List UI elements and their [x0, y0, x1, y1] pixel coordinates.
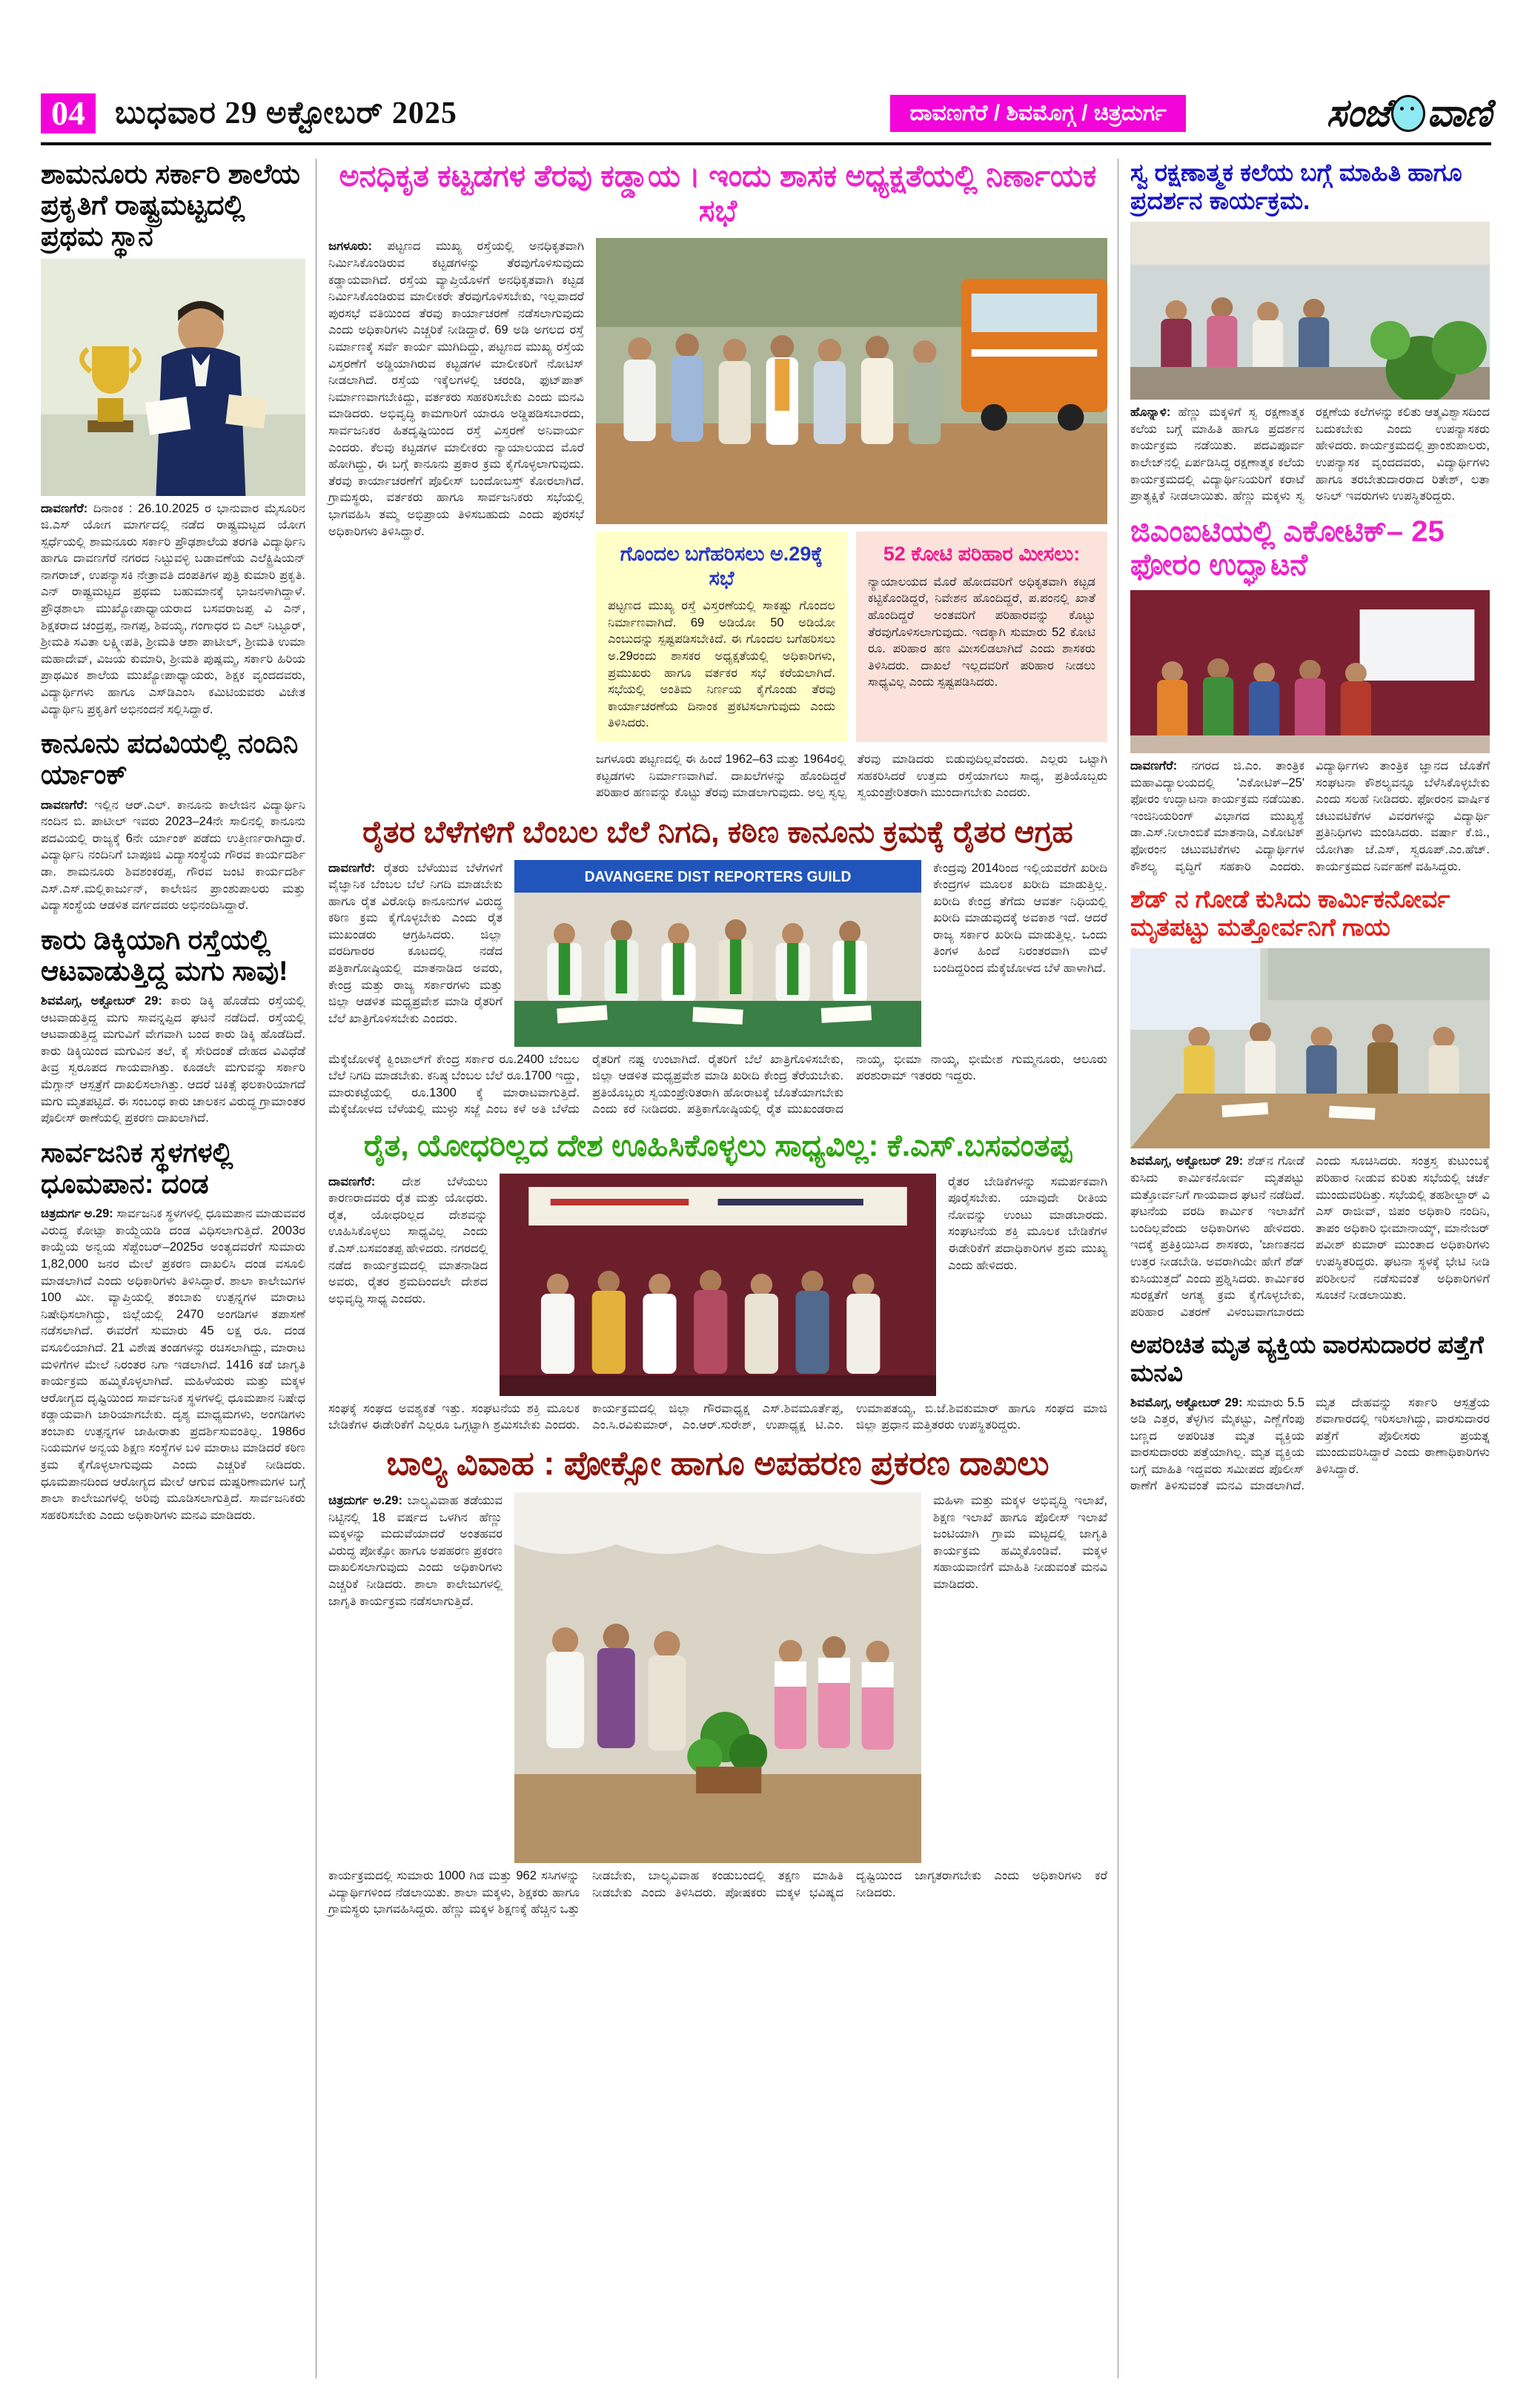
box-title: 52 ಕೋಟಿ ಪರಿಹಾರ ಮೀಸಲು:: [883, 543, 1081, 566]
article-body: ಸಂಘಕ್ಕೆ ಸಂಘದ ಅವಶ್ಯಕತೆ ಇತ್ತು. ಸಂಘಟನೆಯ ಶಕ್ತಿ ಮೂಲಕ ಬೇಡಿಕೆಗಳ ಈಡೇರಿಕೆಗೆ ಎಲ್ಲರೂ ಒಗ್ಗಟ್ಟಾಗಿ ಶ್ರಮಿಸಬೇಕು ಎಂದರು. ಕಾರ್ಯಕ್ರಮದಲ್ಲಿ ಜಿಲ್ಲಾ ಗೌರವಾಧ್ಯಕ್ಷ ಎಸ್.ಶಿವಮೂರ್ತೆಪ್ಪ, ಎಂ.ಸಿ.ರವಿಕುಮಾರ್, ಎಂ.ಆರ್.ಸುರೇಶ್, ಉಪಾಧ್ಯಕ್ಷ ಟಿ.ಎಂ. ಉಮಾಪತಯ್ಯ, ಬಿ.ಜೆ.ಶಿವಕುಮಾರ್ ಹಾಗೂ ಸಂಘದ ಮಾಜಿ ಜಿಲ್ಲಾ ಪ್ರಧಾನ ಮತ್ತಿತರರು ಉಪಸ್ಥಿತರಿದ್ದರು.: [328, 1401, 1107, 1432]
article-photo: [500, 1174, 936, 1396]
masthead-face-icon: [1391, 95, 1425, 132]
article-body: ಶಿವಮೊಗ್ಗ, ಅಕ್ಟೋಬರ್ 29: ಸುಮಾರು 5.5 ಅಡಿ ಎತ್ತರ, ತೆಳ್ಳಗಿನ ಮೈಕಟ್ಟು, ಎಣ್ಣೆಗೆಂಪು ಬಣ್ಣದ ಅಪರಿಚಿತ ಮೃತ ವ್ಯಕ್ತಿಯ ವಾರಸುದಾರರು ಪತ್ತೆಯಾಗಿಲ್ಲ. ಮೃತ ವ್ಯಕ್ತಿಯ ಬಗ್ಗೆ ಮಾಹಿತಿ ಇದ್ದವರು ಸಮೀಪದ ಪೊಲೀಸ್ ಠಾಣೆಗೆ ತಿಳಿಸುವಂತೆ ಮನವಿ ಮಾಡಲಾಗಿದೆ. ಮೃತ ದೇಹವನ್ನು ಸರ್ಕಾರಿ ಆಸ್ಪತ್ರೆಯ ಶವಾಗಾರದಲ್ಲಿ ಇರಿಸಲಾಗಿದ್ದು, ವಾರಸುದಾರರ ಪತ್ತೆಗೆ ಪೊಲೀಸರು ಪ್ರಯತ್ನ ಮುಂದುವರಿಸಿದ್ದಾರೆ ಎಂದು ಠಾಣಾಧಿಕಾರಿಗಳು ತಿಳಿಸಿದ್ದಾರೆ.: [1130, 1395, 1490, 1493]
article-body: ಚಿತ್ರದುರ್ಗ ಅ.29: ಸಾರ್ವಜನಿಕ ಸ್ಥಳಗಳಲ್ಲಿ ಧೂಮಪಾನ ಮಾಡುವವರ ವಿರುದ್ಧ ಕೋಟ್ಪಾ ಕಾಯ್ದೆಯಡಿ ದಂಡ ವಿಧಿಸಲಾಗುತ್ತಿದೆ. 2003ರ ಕಾಯ್ದೆಯ ಅನ್ವಯ ಸೆಪ್ಟೆಂಬರ್–2025ರ ಅಂತ್ಯದವರೆಗೆ ಸುಮಾರು 1,82,000 ಜನರ ಮೇಲೆ ಪ್ರಕರಣ ದಾಖಲಿಸಿ ದಂಡ ವಸೂಲಿ ಮಾಡಲಾಗಿದೆ ಎಂದು ಅಧಿಕಾರಿಗಳು ತಿಳಿಸಿದ್ದಾರೆ. ಶಾಲಾ ಕಾಲೇಜುಗಳ 100 ಮೀ. ವ್ಯಾಪ್ತಿಯಲ್ಲಿ ತಂಬಾಕು ಉತ್ಪನ್ನಗಳ ಮಾರಾಟ ನಿಷೇಧಿಸಲಾಗಿದ್ದು, ಜಿಲ್ಲೆಯಲ್ಲಿ 2470 ಅಂಗಡಿಗಳ ತಪಾಸಣೆ ನಡೆಸಲಾಗಿದೆ. ಈವರೆಗೆ ಸುಮಾರು 45 ಲಕ್ಷ ರೂ. ದಂಡ ವಸೂಲಿಯಾಗಿದೆ. 21 ವಿಶೇಷ ತಂಡಗಳನ್ನು ರಚಿಸಲಾಗಿದ್ದು, ಮಾರಾಟ ಮಳಿಗೆಗಳ ಮೇಲೆ ನಿರಂತರ ನಿಗಾ ಇಡಲಾಗಿದೆ. 1416 ಕಡೆ ಜಾಗೃತಿ ಕಾರ್ಯಕ್ರಮ ಹಮ್ಮಿಕೊಳ್ಳಲಾಗಿದೆ. ಮಹಿಳೆಯರು ಮತ್ತು ಮಕ್ಕಳ ಆರೋಗ್ಯದ ದೃಷ್ಟಿಯಿಂದ ಸಾರ್ವಜನಿಕ ಸ್ಥಳಗಳಲ್ಲಿ ಧೂಮಪಾನ ನಿಷೇಧ ಕಡ್ಡಾಯವಾಗಿ ಜಾರಿಯಾಗಬೇಕು. ದೃಶ್ಯ ಮಾಧ್ಯಮಗಳು, ಅಂಗಡಿಗಳು ತಂಬಾಕು ಉತ್ಪನ್ನಗಳ ಜಾಹೀರಾತು ಪ್ರದರ್ಶಿಸುವಂತಿಲ್ಲ. 1986ರ ನಿಯಮಗಳ ಅನ್ವಯ ಶಿಕ್ಷಣ ಸಂಸ್ಥೆಗಳ ಬಳಿ ಮಾರಾಟ ಮಾಡಿದರೆ ಕಠಿಣ ಕ್ರಮ ಕೈಗೊಳ್ಳಲಾಗುವುದು ಎಂದು ಎಚ್ಚರಿಕೆ ನೀಡಿದರು. ಧೂಮಪಾನದಿಂದ ಆರೋಗ್ಯದ ಮೇಲೆ ಆಗುವ ದುಷ್ಪರಿಣಾಮಗಳ ಬಗ್ಗೆ ಶಾಲಾ ಕಾಲೇಜುಗಳಲ್ಲಿ ಅರಿವು ಮೂಡಿಸಲಾಗುತ್ತಿದೆ. ಸಾರ್ವಜನಿಕರು ಸಹಕರಿಸಬೇಕು ಎಂದು ಅಧಿಕಾರಿಗಳು ಮನವಿ ಮಾಡಿದರು.: [41, 1207, 305, 1522]
header-rule: [41, 142, 1491, 145]
right-column: [1130, 159, 1490, 2378]
article-body: ರೈತರ ಬೇಡಿಕೆಗಳನ್ನು ಸಮರ್ಪಕವಾಗಿ ಪೂರೈಸಬೇಕು. ಯಾವುದೇ ರೀತಿಯ ನೋವನ್ನು ಉಂಟು ಮಾಡಬಾರದು. ಸಂಘಟನೆಯ ಶಕ್ತಿ ಮೂಲಕ ಬೇಡಿಕೆಗಳ ಈಡೇರಿಕೆಗೆ ಪದಾಧಿಕಾರಿಗಳ ಶ್ರಮ ಮುಖ್ಯ ಎಂದು ಹೇಳಿದರು.: [948, 1174, 1107, 1272]
photo-self-defense: [1130, 222, 1490, 400]
article-body: ಚಿತ್ರದುರ್ಗ ಅ.29: ಬಾಲ್ಯವಿವಾಹ ತಡೆಯುವ ನಿಟ್ಟಿನಲ್ಲಿ 18 ವರ್ಷದ ಒಳಗಿನ ಹೆಣ್ಣು ಮಕ್ಕಳನ್ನು ಮದುವೆಯಾದರೆ ಅಂತಹವರ ವಿರುದ್ಧ ಪೋಕ್ಸೋ ಹಾಗೂ ಅಪಹರಣ ಪ್ರಕರಣ ದಾಖಲಿಸಲಾಗುವುದು ಎಂದು ಅಧಿಕಾರಿಗಳು ಎಚ್ಚರಿಕೆ ನೀಡಿದರು. ಶಾಲಾ ಕಾಲೇಜುಗಳಲ್ಲಿ ಜಾಗೃತಿ ಕಾರ್ಯಕ್ರಮ ನಡೆಸಲಾಗುತ್ತಿದೆ.: [328, 1494, 503, 1608]
photo-office-meeting: [1130, 948, 1490, 1148]
lead-article: [328, 238, 1107, 811]
article-photo: [1130, 222, 1490, 400]
photo-reporters-guild: [514, 860, 921, 1047]
article-body: ಕಾರ್ಯಕ್ರಮದಲ್ಲಿ ಸುಮಾರು 1000 ಗಿಡ ಮತ್ತು 962 ಸಸಿಗಳನ್ನು ವಿದ್ಯಾರ್ಥಿಗಳಿಂದ ನೆಡಲಾಯಿತು. ಶಾಲಾ ಮಕ್ಕಳು, ಶಿಕ್ಷಕರು ಹಾಗೂ ಗ್ರಾಮಸ್ಥರು ಭಾಗವಹಿಸಿದ್ದರು. ಹೆಣ್ಣು ಮಕ್ಕಳ ಶಿಕ್ಷಣಕ್ಕೆ ಹೆಚ್ಚಿನ ಒತ್ತು ನೀಡಬೇಕು, ಬಾಲ್ಯವಿವಾಹ ಕಂಡುಬಂದಲ್ಲಿ ತಕ್ಷಣ ಮಾಹಿತಿ ನೀಡಬೇಕು ಎಂದು ತಿಳಿಸಿದರು. ಪೋಷಕರು ಮಕ್ಕಳ ಭವಿಷ್ಯದ ದೃಷ್ಟಿಯಿಂದ ಜಾಗೃತರಾಗಬೇಕು ಎಂದು ಅಧಿಕಾರಿಗಳು ಕರೆ ನೀಡಿದರು.: [328, 1869, 1107, 1916]
article-body: ಮೆಕ್ಕೆಜೋಳಕ್ಕೆ ಕ್ವಿಂಟಾಲ್‌ಗೆ ಕೇಂದ್ರ ಸರ್ಕಾರ ರೂ.2400 ಬೆಂಬಲ ಬೆಲೆ ನಿಗದಿ ಮಾಡಬೇಕು. ಕನಿಷ್ಠ ಬೆಂಬಲ ಬೆಲೆ ರೂ.1700 ಇದ್ದು, ಮಾರುಕಟ್ಟೆಯಲ್ಲಿ ರೂ.1300 ಕ್ಕೆ ಮಾರಾಟವಾಗುತ್ತಿದೆ. ಮೆಕ್ಕೆಜೋಳದ ಬೆಳೆಯಲ್ಲಿ ಮುಳ್ಳು ಸಜ್ಜೆ ಎಂಬ ಕಳೆ ಅತಿ ಬೆಳೆದು ರೈತರಿಗೆ ನಷ್ಟ ಉಂಟಾಗಿದೆ. ರೈತರಿಗೆ ಬೆಲೆ ಖಾತ್ರಿಗೊಳಿಸಬೇಕು, ಜಿಲ್ಲಾ ಆಡಳಿತ ಮಧ್ಯಪ್ರವೇಶ ಮಾಡಿ ಖರೀದಿ ಕೇಂದ್ರ ತೆರೆಯಬೇಕು. ಪ್ರತಿಯೊಬ್ಬರು ಸ್ವಯಂಪ್ರೇರಿತರಾಗಿ ಹೋರಾಟಕ್ಕೆ ಜೊತೆಯಾಗಬೇಕು ಎಂದು ಕರೆ ನೀಡಿದರು. ಪತ್ರಿಕಾಗೋಷ್ಠಿಯಲ್ಲಿ ರೈತ ಮುಖಂಡರಾದ ನಾಯ್ಕ, ಭೀಮಾ ನಾಯ್ಕ, ಭೀಮೇಶ ಗುಮ್ಮನೂರು, ಆಲೂರು ಪರಶುರಾಮ್ ಇತರರು ಇದ್ದರು.: [328, 1052, 1107, 1117]
box-body: ಪಟ್ಟಣದ ಮುಖ್ಯ ರಸ್ತೆ ವಿಸ್ತರಣೆಯಲ್ಲಿ ಸಾಕಷ್ಟು ಗೊಂದಲ ನಿರ್ಮಾಣವಾಗಿದೆ. 69 ಅಡಿಯೋ 50 ಅಡಿಯೋ ಎಂಬುದನ್ನು ಸ್ಪಷ್ಟಪಡಿಸಬೇಕಿದೆ. ಈ ಗೊಂದಲ ಬಗೆಹರಿಸಲು ಅ.29ರಂದು ಶಾಸಕರ ಅಧ್ಯಕ್ಷತೆಯಲ್ಲಿ ಅಧಿಕಾರಿಗಳು, ಪ್ರಮುಖರು ಹಾಗೂ ವರ್ತಕರ ಸಭೆ ಕರೆಯಲಾಗಿದೆ. ಸಭೆಯಲ್ಲಿ ಅಂತಿಮ ನಿರ್ಣಯ ಕೈಗೊಂಡು ತೆರವು ಕಾರ್ಯಾಚರಣೆಯ ದಿನಾಂಕ ಪ್ರಕಟಿಸಲಾಗುವುದು ಎಂದು ತಿಳಿಸಿದರು.: [608, 599, 835, 730]
article-body: ಹೊನ್ನಾಳಿ: ಹೆಣ್ಣು ಮಕ್ಕಳಿಗೆ ಸ್ವ ರಕ್ಷಣಾತ್ಮಕ ಕಲೆಯ ಬಗ್ಗೆ ಮಾಹಿತಿ ಹಾಗೂ ಪ್ರದರ್ಶನ ಕಾರ್ಯಕ್ರಮ ನಡೆಯಿತು. ಪದವಿಪೂರ್ವ ಕಾಲೇಜ್‌ನಲ್ಲಿ ಏರ್ಪಡಿಸಿದ್ದ ರಕ್ಷಣಾತ್ಮಕ ಕಲೆಯ ಕಾರ್ಯಕ್ರಮದಲ್ಲಿ ವಿದ್ಯಾರ್ಥಿನಿಯರಿಗೆ ಕರಾಟೆ ಪ್ರಾತ್ಯಕ್ಷಿಕೆ ನೀಡಲಾಯಿತು. ಹೆಣ್ಣು ಮಕ್ಕಳು ಸ್ವ ರಕ್ಷಣೆಯ ಕಲೆಗಳನ್ನು ಕಲಿತು ಆತ್ಮವಿಶ್ವಾಸದಿಂದ ಬದುಕಬೇಕು ಎಂದು ಉಪನ್ಯಾಸಕರು ಹೇಳಿದರು. ಕಾರ್ಯಕ್ರಮದಲ್ಲಿ ಪ್ರಾಂಶುಪಾಲರು, ಉಪನ್ಯಾಸಕ ವೃಂದದವರು, ವಿದ್ಯಾರ್ಥಿಗಳು ಹಾಗೂ ತರಬೇತುದಾರರಾದ ರಿತೇಶ್, ಲತಾ ಅನಿಲ್ ಇವರುಗಳು ಉಪಸ್ಥಿತರಿದ್ದರು.: [1130, 406, 1490, 503]
article-photo: [1130, 590, 1490, 753]
page-header: [41, 87, 1491, 139]
lead-headline: ಅನಧಿಕೃತ ಕಟ್ಟಡಗಳ ತೆರವು ಕಡ್ಡಾಯ । ಇಂದು ಶಾಸಕ ಅಧ್ಯಕ್ಷತೆಯಲ್ಲಿ ನಿರ್ಣಾಯಕ ಸಭೆ: [339, 159, 1097, 228]
region-badge: ದಾವಣಗೆರೆ / ಶಿವಮೊಗ್ಗ / ಚಿತ್ರದುರ್ಗ: [890, 95, 1185, 132]
soldiers-article: [328, 1174, 1107, 1396]
article-headline: ಕಾನೂನು ಪದವಿಯಲ್ಲಿ ನಂದಿನಿ ರ್ಯಾಂಕ್: [41, 728, 299, 790]
article-body: ದಾವಣಗೆರೆ: ದೇಶ ಬೆಳೆಯಲು ಕಾರಣರಾದವರು ರೈತ ಮತ್ತು ಯೋಧರು. ರೈತ, ಯೋಧರಿಲ್ಲದ ದೇಶವನ್ನು ಊಹಿಸಿಕೊಳ್ಳಲು ಸಾಧ್ಯವಿಲ್ಲ ಎಂದು ಕೆ.ಎಸ್.ಬಸವಂತಪ್ಪ ಹೇಳಿದರು. ನಗರದಲ್ಲಿ ನಡೆದ ಕಾರ್ಯಕ್ರಮದಲ್ಲಿ ಮಾತನಾಡಿದ ಅವರು, ರೈತರ ಶ್ರಮದಿಂದಲೇ ದೇಶದ ಅಭಿವೃದ್ಧಿ ಸಾಧ್ಯ ಎಂದರು.: [328, 1174, 488, 1306]
compensation-box: [856, 532, 1107, 742]
article-headline: ಶಾಮನೂರು ಸರ್ಕಾರಿ ಶಾಲೆಯ ಪ್ರಕೃತಿಗೆ ರಾಷ್ಟ್ರಮಟ್ಟದಲ್ಲಿ ಪ್ರಥಮ ಸ್ಥಾನ: [41, 159, 300, 252]
masthead-left: ಸಂಜೆ: [1326, 90, 1390, 136]
box-body: ನ್ಯಾಯಾಲಯದ ಮೊರೆ ಹೋದವರಿಗೆ ಅಧಿಕೃತವಾಗಿ ಕಟ್ಟಡ ಕಟ್ಟಿಕೊಂಡಿದ್ದರೆ, ನಿವೇಶನ ಹೊಂದಿದ್ದರೆ, ಪ.ಪಂನಲ್ಲಿ ಖಾತೆ ಹೊಂದಿದ್ದರೆ ಅಂತವರಿಗೆ ಪರಿಹಾರವನ್ನು ಕೊಟ್ಟು ತೆರವುಗೊಳಿಸಲಾಗುವುದು. ಇದಕ್ಕಾಗಿ ಸುಮಾರು 52 ಕೋಟಿ ರೂ. ಪರಿಹಾರ ಹಣ ಮೀಸಲಿಡಲಾಗಿದೆ ಎಂದು ಶಾಸಕರು ತಿಳಿಸಿದರು. ದಾಖಲೆ ಇಲ್ಲದವರಿಗೆ ಪರಿಹಾರ ನೀಡಲು ಸಾಧ್ಯವಿಲ್ಲ ಎಂದು ಸ್ಪಷ್ಟಪಡಿಸಿದರು.: [868, 575, 1095, 689]
article-body: ಶಿವಮೊಗ್ಗ, ಅಕ್ಟೋಬರ್ 29: ಶೆಡ್‌ನ ಗೋಡೆ ಕುಸಿದು ಕಾರ್ಮಿಕನೋರ್ವ ಮೃತಪಟ್ಟು ಮತ್ತೋರ್ವನಿಗೆ ಗಾಯವಾದ ಘಟನೆ ನಡೆದಿದೆ. ಘಟನೆಯ ವರದಿ ಕಾರ್ಮಿಕ ಇಲಾಖೆಗೆ ಬಂದಿಲ್ಲವೆಂದು ಅಧಿಕಾರಿಗಳು ಹೇಳಿದರು. ಇದಕ್ಕೆ ಪ್ರತಿಕ್ರಿಯಿಸಿದ ಶಾಸಕರು, 'ಜಾಣತನದ ಉತ್ತರ ನೀಡಬೇಡಿ. ಅವರಾಗಿಯೇ ಹೇಗೆ ಶೆಡ್ ಕುಸಿಯುತ್ತದೆ' ಎಂದು ಪ್ರಶ್ನಿಸಿದರು. ಕಾರ್ಮಿಕರ ಸುರಕ್ಷತೆಗೆ ಅಗತ್ಯ ಕ್ರಮ ಕೈಗೊಳ್ಳಬೇಕು, ಪರಿಹಾರ ವಿತರಣೆ ವಿಳಂಬವಾಗಬಾರದು ಎಂದು ಸೂಚಿಸಿದರು. ಸಂತ್ರಸ್ತ ಕುಟುಂಬಕ್ಕೆ ಪರಿಹಾರ ನೀಡುವ ಕುರಿತು ಸಭೆಯಲ್ಲಿ ಚರ್ಚೆ ಮುಂದುವರಿದಿತ್ತು. ಸಭೆಯಲ್ಲಿ ತಹಶೀಲ್ದಾರ್ ವಿ ಎಸ್ ರಾಜೀವ್, ಜಿಪಂ ಅಧಿಕಾರಿ ನಂದಿನಿ, ತಾಪಂ ಅಧಿಕಾರಿ ಭೀಮಾನಾಯ್ಕ್, ಮಾನೇಜರ್ ಪವೀಶ್ ಕುಮಾರ್ ಮುಂತಾದ ಅಧಿಕಾರಿಗಳು ಉಪಸ್ಥಿತರಿದ್ದರು. ಘಟನಾ ಸ್ಥಳಕ್ಕೆ ಭೇಟಿ ನೀಡಿ ಪರಿಶೀಲನೆ ನಡೆಸುವಂತೆ ಅಧಿಕಾರಿಗಳಿಗೆ ಸೂಚನೆ ನೀಡಲಾಯಿತು.: [1130, 1154, 1490, 1319]
masthead-right: ವಾಣಿ: [1427, 90, 1491, 136]
article-headline: ರೈತರ ಬೆಳೆಗಳಿಗೆ ಬೆಂಬಲ ಬೆಲೆ ನಿಗದಿ, ಕಠಿಣ ಕಾನೂನು ಕ್ರಮಕ್ಕೆ ರೈತರ ಆಗ್ರಹ: [362, 814, 1073, 849]
article-headline: ಸಾರ್ವಜನಿಕ ಸ್ಥಳಗಳಲ್ಲಿ ಧೂಮಪಾನ: ದಂಡ: [41, 1137, 233, 1199]
article-body: ಮಹಿಳಾ ಮತ್ತು ಮಕ್ಕಳ ಅಭಿವೃದ್ಧಿ ಇಲಾಖೆ, ಶಿಕ್ಷಣ ಇಲಾಖೆ ಹಾಗೂ ಪೊಲೀಸ್ ಇಲಾಖೆ ಜಂಟಿಯಾಗಿ ಗ್ರಾಮ ಮಟ್ಟದಲ್ಲಿ ಜಾಗೃತಿ ಕಾರ್ಯಕ್ರಮ ಹಮ್ಮಿಕೊಂಡಿವೆ. ಮಕ್ಕಳ ಸಹಾಯವಾಣಿಗೆ ಮಾಹಿತಿ ನೀಡುವಂತೆ ಮನವಿ ಮಾಡಿದರು.: [933, 1494, 1107, 1592]
left-column: [41, 159, 316, 2378]
marriage-article: [328, 1492, 1107, 1863]
article-body: ಜಗಳೂರು ಪಟ್ಟಣದಲ್ಲಿ ಈ ಹಿಂದೆ 1962–63 ಮತ್ತು 1964ರಲ್ಲಿ ಕಟ್ಟಡಗಳು ನಿರ್ಮಾಣವಾಗಿವೆ. ದಾಖಲೆಗಳನ್ನು ಹೊಂದಿದ್ದರೆ ಪರಿಹಾರ ಹಣವನ್ನು ಕೊಟ್ಟು ತೆರವು ಮಾಡಲಾಗುವುದು. ಅಲ್ಪ ಸ್ವಲ್ಪ ತೆರವು ಮಾಡಿದರು ಬಿಡುವುದಿಲ್ಲವೆಂದರು. ಎಲ್ಲರು ಒಟ್ಟಾಗಿ ಸಹಕರಿಸಿದರೆ ಉತ್ತಮ ರಸ್ತೆಯಾಗಲು ಸಾಧ್ಯ, ಪ್ರತಿಯೊಬ್ಬರು ಸ್ವಯಂಪ್ರೇರಿತರಾಗಿ ಮುಂದಾಗಬೇಕು ಎಂದರು.: [596, 752, 1107, 800]
article-headline: ಜಿಎಂಐಟಿಯಲ್ಲಿ ಎಕೋಟಿಕ್– 25 ಫೋರಂ ಉದ್ಘಾಟನೆ: [1130, 515, 1445, 582]
article-photo: [1130, 948, 1490, 1148]
photo-tree-planting: [514, 1492, 921, 1863]
article-photo: [514, 860, 921, 1047]
article-headline: ರೈತ, ಯೋಧರಿಲ್ಲದ ದೇಶ ಊಹಿಸಿಕೊಳ್ಳಲು ಸಾಧ್ಯವಿಲ್ಲ: ಕೆ.ಎಸ್.ಬಸವಂತಪ್ಪ: [363, 1128, 1072, 1162]
box-title: ಗೊಂದಲ ಬಗೆಹರಿಸಲು ಅ.29ಕ್ಕೆ ಸಭೆ: [620, 543, 823, 589]
article-photo: [41, 259, 305, 496]
farmers-article: [328, 860, 1107, 1047]
article-body: ದಾವಣಗೆರೆ: ದಿನಾಂಕ : 26.10.2025 ರ ಭಾನುವಾರ ಮೈಸೂರಿನ ಜಿ.ಎಸ್ ಯೋಗ ಮಾರ್ಗದಲ್ಲಿ ನಡೆದ ರಾಷ್ಟ್ರಮಟ್ಟದ ಯೋಗ ಸ್ಪರ್ಧೆಯಲ್ಲಿ ಶಾಮನೂರು ಸರ್ಕಾರಿ ಪ್ರೌಢಶಾಲೆಯ ತರಗತಿ ವಿದ್ಯಾರ್ಥಿನಿ ಹಾಗೂ ದಾವಣಗೆರೆ ನಗರದ ನಿಟ್ಟುವಳ್ಳಿ ಬಡಾವಣೆಯ ಎಲೆಕ್ಟ್ರಿಷಿಯನ್ ನಾಗರಾಜ್, ಉಪನ್ಯಾಸಕಿ ನೇತ್ರಾವತಿ ದಂಪತಿಗಳ ಪುತ್ರಿ ಕುಮಾರಿ ಪ್ರಕೃತಿ. ಎನ್ ರಾಷ್ಟ್ರಮಟ್ಟದ ಪ್ರಥಮ ಬಹುಮಾನಕ್ಕೆ ಭಾಜನಳಾಗಿದ್ದಾಳೆ. ಪ್ರೌಢಶಾಲಾ ಮುಖ್ಯೋಪಾಧ್ಯಾಯರಾದ ಬಸವರಾಜಪ್ಪ ವಿ ಎನ್, ಶಿಕ್ಷಕರಾದ ಚಂದ್ರಪ್ಪ, ನಾಗಪ್ಪ, ಶಿವಯ್ಯ, ಗಂಗಾಧರ ಬಿ ಎಲ್ ನಿಟ್ಟೂರ್, ಶ್ರೀಮತಿ ಸವಿತಾ ಲಕ್ಷ್ಮೀಪತಿ, ಶ್ರೀಮತಿ ಆಶಾ ಪಾಟೀಲ್, ಶ್ರೀಮತಿ ಉಮಾ ಮಹಾದೇವ್, ವಿಜಯ ಕುಮಾರಿ, ಶ್ರೀಮತಿ ಪುಷ್ಪಮ್ಮ, ಸರ್ಕಾರಿ ಹಿರಿಯ ಪ್ರಾಥಮಿಕ ಶಾಲೆಯ ಮುಖ್ಯೋಪಾಧ್ಯಾಯರು, ಶಿಕ್ಷಕ ವೃಂದದವರು, ವಿದ್ಯಾರ್ಥಿಗಳು ಹಾಗೂ ಎಸ್‌ಡಿಎಂಸಿ ಕಮಿಟಿಯವರು ವಿಜೇತ ವಿದ್ಯಾರ್ಥಿನಿ ಪ್ರಕೃತಿಗೆ ಅಭಿನಂದನೆ ಸಲ್ಲಿಸಿದ್ದಾರೆ.: [41, 501, 305, 716]
article-body: ದಾವಣಗೆರೆ: ರೈತರು ಬೆಳೆಯುವ ಬೆಳೆಗಳಿಗೆ ವೈಜ್ಞಾನಿಕ ಬೆಂಬಲ ಬೆಲೆ ನಿಗದಿ ಮಾಡಬೇಕು ಹಾಗೂ ರೈತ ವಿರೋಧಿ ಕಾನೂನುಗಳ ವಿರುದ್ಧ ಕಠಿಣ ಕ್ರಮ ಕೈಗೊಳ್ಳಬೇಕು ಎಂದು ರೈತ ಮುಖಂಡರು ಆಗ್ರಹಿಸಿದರು. ಜಿಲ್ಲಾ ವರದಿಗಾರರ ಕೂಟದಲ್ಲಿ ನಡೆದ ಪತ್ರಿಕಾಗೋಷ್ಠಿಯಲ್ಲಿ ಮಾತನಾಡಿದ ಅವರು, ಕೇಂದ್ರ ಮತ್ತು ರಾಜ್ಯ ಸರ್ಕಾರಗಳು ಮತ್ತು ಜಿಲ್ಲಾ ಆಡಳಿತ ಮಧ್ಯಪ್ರವೇಶ ಮಾಡಿ ರೈತರಿಗೆ ಬೆಲೆ ಖಾತ್ರಿಗೊಳಿಸಬೇಕು ಎಂದರು.: [328, 861, 503, 1025]
photo-forum-stage: [1130, 590, 1490, 753]
article-photo: [596, 238, 1107, 524]
photo-street-inspection: [596, 238, 1107, 524]
article-headline: ಅಪರಿಚಿತ ಮೃತ ವ್ಯಕ್ತಿಯ ವಾರಸುದಾರರ ಪತ್ತೆಗೆ ಮನವಿ: [1130, 1331, 1484, 1386]
edition-date: ಬುಧವಾರ 29 ಅಕ್ಟೋಬರ್ 2025: [115, 96, 457, 130]
article-headline: ಬಾಲ್ಯ ವಿವಾಹ : ಪೋಕ್ಸೋ ಹಾಗೂ ಅಪಹರಣ ಪ್ರಕರಣ ದಾಖಲು: [386, 1443, 1049, 1482]
article-headline: ಶೆಡ್ ನ ಗೋಡೆ ಕುಸಿದು ಕಾರ್ಮಿಕನೋರ್ವ ಮೃತಪಟ್ಟು ಮತ್ತೋರ್ವನಿಗೆ ಗಾಯ: [1130, 885, 1450, 941]
article-headline: ಸ್ವ ರಕ್ಷಣಾತ್ಮಕ ಕಲೆಯ ಬಗ್ಗೆ ಮಾಹಿತಿ ಹಾಗೂ ಪ್ರದರ್ಶನ ಕಾರ್ಯಕ್ರಮ.: [1130, 159, 1462, 214]
middle-column: [328, 159, 1118, 2378]
meeting-box: [596, 532, 847, 742]
page-number-badge: 04: [41, 93, 96, 133]
article-photo: [514, 1492, 921, 1863]
article-body: ಜಗಳೂರು: ಪಟ್ಟಣದ ಮುಖ್ಯ ರಸ್ತೆಯಲ್ಲಿ ಅನಧಿಕೃತವಾಗಿ ನಿರ್ಮಿಸಿಕೊಂಡಿರುವ ಕಟ್ಟಡಗಳನ್ನು ತೆರವುಗೊಳಿಸುವುದು ಕಡ್ಡಾಯವಾಗಿದೆ. ರಸ್ತೆಯ ವ್ಯಾಪ್ತಿಯೊಳಗೆ ಅನಧಿಕೃತವಾಗಿ ಕಟ್ಟಡ ನಿರ್ಮಿಸಿಕೊಂಡಿರುವ ಮಾಲೀಕರೇ ತೆರವುಗೊಳಿಸಬೇಕು, ಇಲ್ಲವಾದರೆ ಪುರಸಭೆ ವತಿಯಿಂದ ತೆರವು ಕಾರ್ಯಾಚರಣೆ ನಡೆಸಲಾಗುವುದು ಎಂದು ಅಧಿಕಾರಿಗಳು ಎಚ್ಚರಿಕೆ ನೀಡಿದ್ದಾರೆ. 69 ಅಡಿ ಅಗಲದ ರಸ್ತೆ ನಿರ್ಮಾಣಕ್ಕೆ ಸರ್ವೆ ಕಾರ್ಯ ಮುಗಿದಿದ್ದು, ಪಟ್ಟಣದ ಮುಖ್ಯ ರಸ್ತೆಯ ವಿಸ್ತರಣೆಗೆ ಅಡ್ಡಿಯಾಗಿರುವ ಕಟ್ಟಡಗಳ ಮಾಲೀಕರಿಗೆ ನೋಟಿಸ್ ನೀಡಲಾಗಿದೆ. ರಸ್ತೆಯ ಇಕ್ಕೆಲಗಳಲ್ಲಿ ಚರಂಡಿ, ಫುಟ್‌ಪಾತ್ ನಿರ್ಮಾಣವಾಗಬೇಕಿದ್ದು, ವರ್ತಕರು ಸಹಕರಿಸಬೇಕು ಎಂದು ಮನವಿ ಮಾಡಿದರು. ಅಭಿವೃದ್ಧಿ ಕಾಮಗಾರಿಗೆ ಯಾರೂ ಅಡ್ಡಿಪಡಿಸಬಾರದು, ಸಾರ್ವಜನಿಕರ ಹಿತದೃಷ್ಟಿಯಿಂದ ರಸ್ತೆ ವಿಸ್ತರಣೆ ಅನಿವಾರ್ಯ ಎಂದರು. ಕೆಲವು ಕಟ್ಟಡಗಳ ಮಾಲೀಕರು ನ್ಯಾಯಾಲಯದ ಮೊರೆ ಹೋಗಿದ್ದು, ಈ ಬಗ್ಗೆ ಕಾನೂನು ಪ್ರಕಾರ ಕ್ರಮ ಕೈಗೊಳ್ಳಲಾಗುವುದು. ತೆರವು ಕಾರ್ಯಾಚರಣೆಗೆ ಪೊಲೀಸ್ ಬಂದೋಬಸ್ತ್ ಕೋರಲಾಗಿದೆ. ಗ್ರಾಮಸ್ಥರು, ವರ್ತಕರು ಹಾಗೂ ಸಾರ್ವಜನಿಕರು ಸಭೆಯಲ್ಲಿ ಭಾಗವಹಿಸಿ ತಮ್ಮ ಅಭಿಪ್ರಾಯ ತಿಳಿಸಬಹುದು ಎಂದು ಪುರಸಭೆ ಅಧಿಕಾರಿಗಳು ತಿಳಿಸಿದ್ದಾರೆ.: [328, 239, 584, 538]
masthead: [1327, 90, 1491, 136]
article-body: ದಾವಣಗೆರೆ: ನಗರದ ಜಿ.ಎಂ. ತಾಂತ್ರಿಕ ಮಹಾವಿದ್ಯಾಲಯದಲ್ಲಿ 'ಎಕೋಟಿಕ್–25' ಫೋರಂ ಉದ್ಘಾಟನಾ ಕಾರ್ಯಕ್ರಮ ನಡೆಯಿತು. ಇಂಜಿನಿಯರಿಂಗ್ ವಿಭಾಗದ ಮುಖ್ಯಸ್ಥೆ ಡಾ.ಎಸ್.ನೀಲಾಂಬಿಕೆ ಮಾತನಾಡಿ, ಎಕೋಟಿಕ್ ಫೋರಂನ ಚಟುವಟಿಕೆಗಳು ವಿದ್ಯಾರ್ಥಿಗಳ ಕೌಶಲ್ಯ ವೃದ್ಧಿಗೆ ಸಹಕಾರಿ ಎಂದರು. ವಿದ್ಯಾರ್ಥಿಗಳು ತಾಂತ್ರಿಕ ಜ್ಞಾನದ ಜೊತೆಗೆ ಸಂಘಟನಾ ಕೌಶಲ್ಯವನ್ನೂ ಬೆಳೆಸಿಕೊಳ್ಳಬೇಕು ಎಂದು ಸಲಹೆ ನೀಡಿದರು. ಫೋರಂನ ವಾರ್ಷಿಕ ಚಟುವಟಿಕೆಗಳ ವಿವರಗಳನ್ನು ವಿದ್ಯಾರ್ಥಿ ಪ್ರತಿನಿಧಿಗಳು ಮಂಡಿಸಿದರು. ವರ್ಷಾ ಕೆ.ಜಿ., ಯೋಗಿತಾ ಜೆ.ಎಸ್, ಸ್ವರೂಪ್.ಎಂ.ಹೆಚ್. ಕಾರ್ಯಕ್ರಮದ ನಿರ್ವಹಣೆ ವಹಿಸಿದ್ದರು.: [1130, 758, 1490, 873]
article-body: ದಾವಣಗೆರೆ: ಇಲ್ಲಿನ ಆರ್.ಎಲ್. ಕಾನೂನು ಕಾಲೇಜಿನ ವಿದ್ಯಾರ್ಥಿನಿ ನಂದಿನ ಬಿ. ಪಾಟೀಲ್ ಇವರು 2023–24ನೇ ಸಾಲಿನಲ್ಲಿ ಕಾನೂನು ಪದವಿಯಲ್ಲಿ ರಾಜ್ಯಕ್ಕೆ 6ನೇ ರ್ಯಾಂಕ್ ಪಡೆದು ಉತ್ತೀರ್ಣರಾಗಿದ್ದಾರೆ. ವಿದ್ಯಾರ್ಥಿನಿ ನಂದಿನಿಗೆ ಬಾಪೂಜಿ ವಿದ್ಯಾಸಂಸ್ಥೆಯ ಗೌರವ ಕಾರ್ಯದರ್ಶಿ ಡಾ. ಶಾಮನೂರು ಶಿವಶಂಕರಪ್ಪ, ಗೌರವ ಜಂಟಿ ಕಾರ್ಯದರ್ಶಿ ಎಸ್.ಎಸ್.ಮಲ್ಲಿಕಾರ್ಜುನ್, ಕಾಲೇಜಿನ ಪ್ರಾಂಶುಪಾಲರು ಮತ್ತು ವಿದ್ಯಾಸಂಸ್ಥೆಯ ಆಡಳಿತ ವರ್ಗದವರು ಅಭಿನಂದಿಸಿದ್ದಾರೆ.: [41, 798, 305, 913]
article-body: ಶಿವಮೊಗ್ಗ, ಅಕ್ಟೋಬರ್ 29: ಕಾರು ಡಿಕ್ಕಿ ಹೊಡೆದು ರಸ್ತೆಯಲ್ಲಿ ಆಟವಾಡುತ್ತಿದ್ದ ಮಗು ಸಾವನ್ನಪ್ಪಿದ ಘಟನೆ ನಡೆದಿದೆ. ರಸ್ತೆಯಲ್ಲಿ ಆಟವಾಡುತ್ತಿದ್ದ ಮಗುವಿಗೆ ವೇಗವಾಗಿ ಬಂದ ಕಾರು ಡಿಕ್ಕಿ ಹೊಡೆದಿದೆ. ಕಾರು ಡಿಕ್ಕಿಯಿಂದ ಮಗುವಿನ ತಲೆ, ಕೈ ಸೇರಿದಂತೆ ದೇಹದ ವಿವಿಧೆಡೆ ತೀವ್ರ ಸ್ವರೂಪದ ಗಾಯವಾಗಿತ್ತು. ಕೂಡಲೇ ಮಗುವನ್ನು ಸರ್ಕಾರಿ ಮೆಗ್ಗಾನ್ ಆಸ್ಪತ್ರೆಗೆ ದಾಖಲಿಸಲಾಗಿತ್ತು. ಆದರೆ ಚಿಕಿತ್ಸೆ ಫಲಕಾರಿಯಾಗದೆ ಮಗು ಮೃತಪಟ್ಟಿದೆ. ಈ ಸಂಬಂಧ ಕಾರು ಚಾಲಕನ ವಿರುದ್ಧ ಗ್ರಾಮಾಂತರ ಪೊಲೀಸ್ ಠಾಣೆಯಲ್ಲಿ ಪ್ರಕರಣ ದಾಖಲಾಗಿದೆ.: [41, 994, 305, 1125]
article-body: ಕೇಂದ್ರವು 2014ರಿಂದ ಇಲ್ಲಿಯವರೆಗೆ ಖರೀದಿ ಕೇಂದ್ರಗಳ ಮೂಲಕ ಖರೀದಿ ಮಾಡುತ್ತಿಲ್ಲ. ಖರೀದಿ ಕೇಂದ್ರ ತೆಗೆದು ಆವರ್ತ ನಿಧಿಯಲ್ಲಿ ಖರೀದಿ ಮಾಡುವುದಕ್ಕೆ ಅವಕಾಶ ಇದೆ. ಆದರೆ ರಾಜ್ಯ ಸರ್ಕಾರ ಖರೀದಿ ಮಾಡುತ್ತಿಲ್ಲ. ಒಂದು ತಿಂಗಳ ಹಿಂದೆ ನಿರಂತರವಾಗಿ ಮಳೆ ಬಂದಿದ್ದರಿಂದ ಮೆಕ್ಕೆಜೋಳದ ಬೆಳೆ ಹಾಳಾಗಿದೆ.: [933, 861, 1107, 976]
photo-child-trophy: [41, 259, 305, 496]
photo-stage-group: [500, 1174, 936, 1396]
photo-banner-text: DAVANGERE DIST REPORTERS GUILD: [584, 868, 852, 885]
lead-boxes: [596, 532, 1107, 742]
article-headline: ಕಾರು ಡಿಕ್ಕಿಯಾಗಿ ರಸ್ತೆಯಲ್ಲಿ ಆಟವಾಡುತ್ತಿದ್ದ ಮಗು ಸಾವು!: [41, 924, 288, 986]
